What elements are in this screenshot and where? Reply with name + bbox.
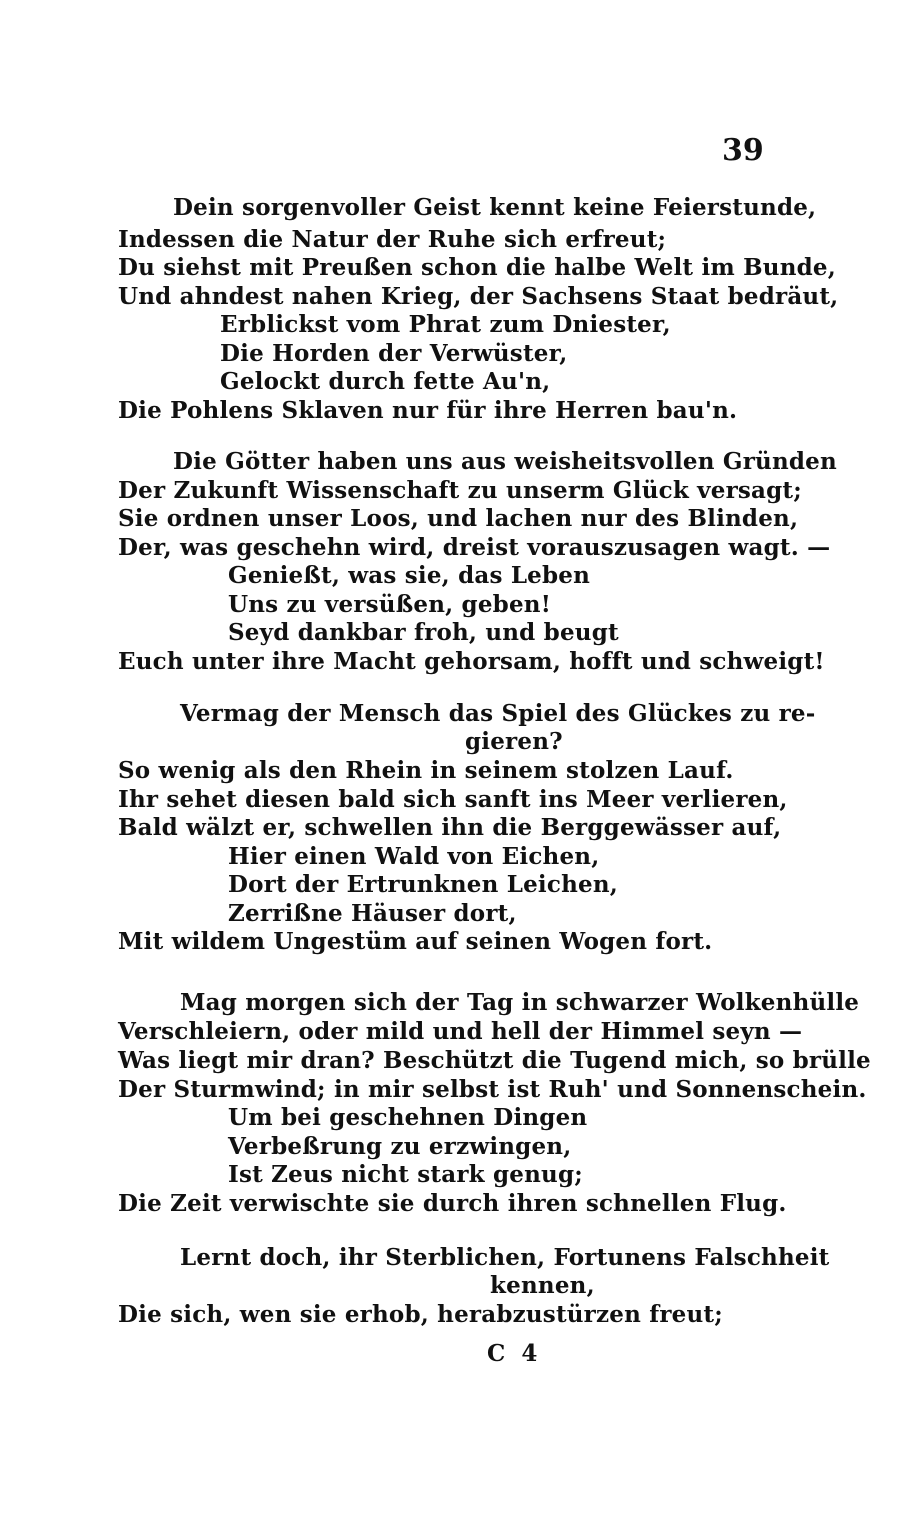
poem-line: Vermag der Mensch das Spiel des Glückes zu re- [180, 700, 816, 727]
poem-line: Euch unter ihre Macht gehorsam, hofft und schweigt! [118, 648, 825, 675]
poem-line: Ihr sehet diesen bald sich sanft ins Meer verlieren, [118, 786, 788, 813]
poem-line: Du siehst mit Preußen schon die halbe Welt im Bunde, [118, 254, 836, 281]
poem-line: gieren? [465, 728, 563, 755]
poem-line: Hier einen Wald von Eichen, [228, 843, 600, 870]
poem-line: Was liegt mir dran? Beschützt die Tugend mich, so brülle [118, 1047, 871, 1074]
poem-line: Die Pohlens Sklaven nur für ihre Herren bau'n. [118, 397, 738, 424]
poem-line: Ist Zeus nicht stark genug; [228, 1161, 583, 1188]
printer-signature: C 4 [487, 1340, 542, 1367]
poem-line: Die Zeit verwischte sie durch ihren schnellen Flug. [118, 1190, 787, 1217]
poem-line: Mag morgen sich der Tag in schwarzer Wolkenhülle [180, 989, 860, 1016]
poem-line: Die Horden der Verwüster, [220, 340, 568, 367]
poem-line: Bald wälzt er, schwellen ihn die Berggewässer auf, [118, 814, 782, 841]
poem-line: Verbeßrung zu erzwingen, [228, 1133, 572, 1160]
poem-line: Lernt doch, ihr Sterblichen, Fortunens Falschheit [180, 1244, 830, 1271]
poem-line: Erblickst vom Phrat zum Dniester, [220, 311, 671, 338]
poem-line: Sie ordnen unser Loos, und lachen nur des Blinden, [118, 505, 799, 532]
poem-line: Der Sturmwind; in mir selbst ist Ruh' und Sonnenschein. [118, 1076, 867, 1103]
poem-line: Uns zu versüßen, geben! [228, 591, 552, 618]
page-number: 39 [722, 133, 764, 168]
poem-line: Und ahndest nahen Krieg, der Sachsens Staat bedräut, [118, 283, 839, 310]
poem-line: Indessen die Natur der Ruhe sich erfreut; [118, 226, 667, 253]
poem-line: Verschleiern, oder mild und hell der Himmel seyn — [118, 1018, 803, 1045]
poem-line: Genießt, was sie, das Leben [228, 562, 591, 589]
poem-line: Seyd dankbar froh, und beugt [228, 619, 619, 646]
poem-line: Die sich, wen sie erhob, herabzustürzen freut; [118, 1301, 723, 1328]
poem-line: So wenig als den Rhein in seinem stolzen Lauf. [118, 757, 734, 784]
poem-line: Um bei geschehnen Dingen [228, 1104, 588, 1131]
poem-line: Der, was geschehn wird, dreist vorauszusagen wagt. — [118, 534, 831, 561]
poem-line: Mit wildem Ungestüm auf seinen Wogen fort. [118, 928, 713, 955]
poem-line: Dort der Ertrunknen Leichen, [228, 871, 618, 898]
poem-line: Die Götter haben uns aus weisheitsvollen Gründen [173, 448, 837, 475]
poem-line: Zerrißne Häuser dort, [228, 900, 517, 927]
poem-line: Der Zukunft Wissenschaft zu unserm Glück versagt; [118, 477, 802, 504]
poem-line: kennen, [490, 1272, 595, 1299]
poem-line: Dein sorgenvoller Geist kennt keine Feierstunde, [173, 194, 817, 221]
poem-line: Gelockt durch fette Au'n, [220, 368, 551, 395]
